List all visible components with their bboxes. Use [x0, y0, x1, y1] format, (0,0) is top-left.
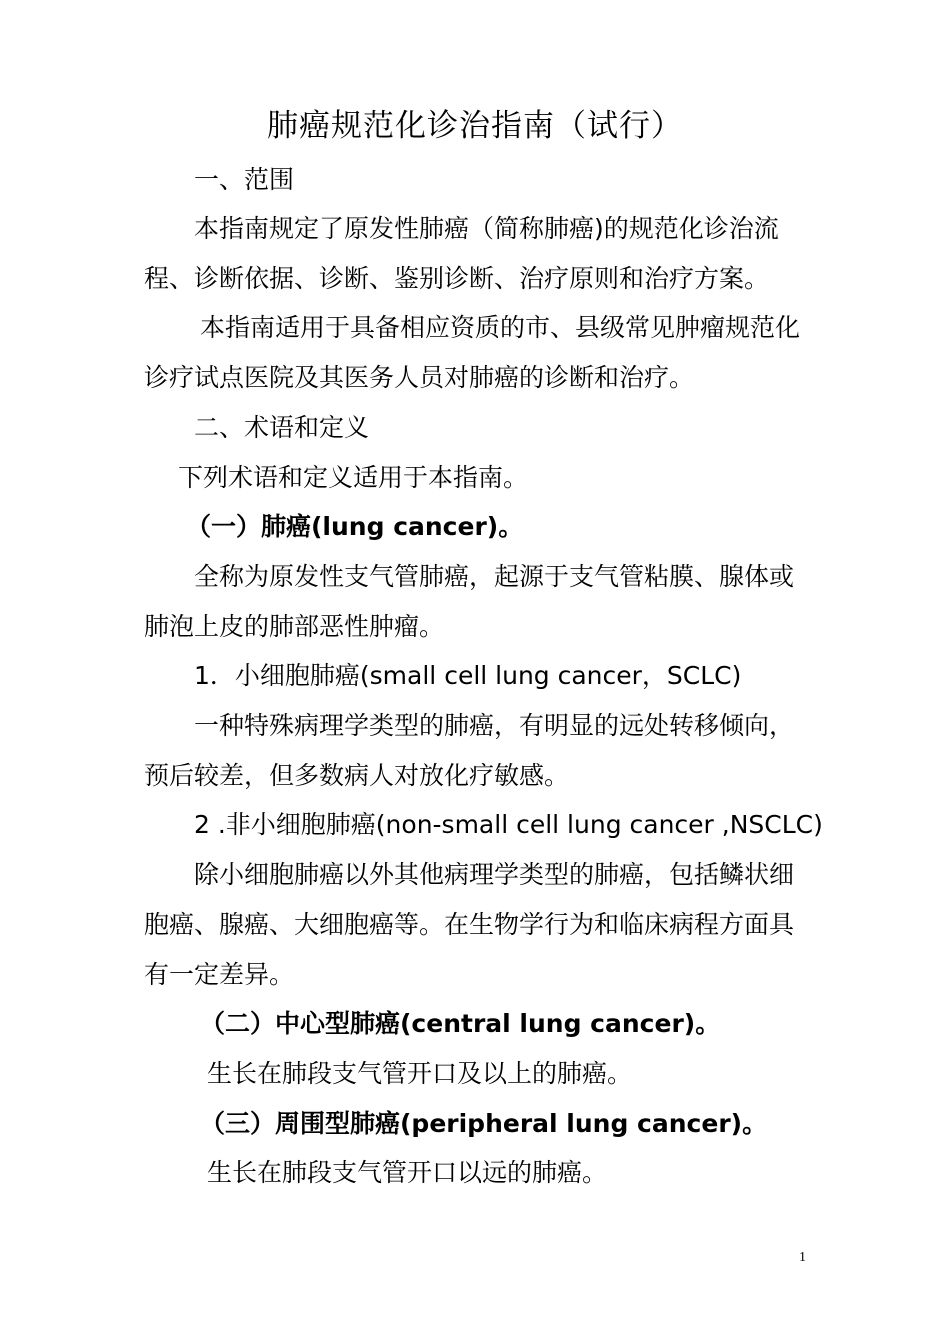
paragraph-line: 肺泡上皮的肺部恶性肿瘤。: [144, 612, 445, 641]
subterm-heading-sclc: 1．小细胞肺癌(small cell lung cancer，SCLC): [194, 661, 742, 690]
paragraph-line: 预后较差，但多数病人对放化疗敏感。: [144, 761, 570, 790]
subterm-heading-nsclc: 2 .非小细胞肺癌(non-small cell lung cancer ,NSCLC): [194, 810, 823, 839]
paragraph-line: 诊疗试点医院及其医务人员对肺癌的诊断和治疗。: [144, 363, 695, 392]
paragraph-line: 生长在肺段支气管开口以远的肺癌。: [207, 1158, 608, 1187]
paragraph-line: 一种特殊病理学类型的肺癌，有明显的远处转移倾向，: [194, 711, 795, 740]
paragraph-line: 下列术语和定义适用于本指南。: [178, 463, 529, 492]
term-heading-peripheral: （三）周围型肺癌(peripheral lung cancer)。: [200, 1109, 768, 1138]
paragraph-line: 程、诊断依据、诊断、鉴别诊断、治疗原则和治疗方案。: [144, 264, 770, 293]
paragraph-line: 除小细胞肺癌以外其他病理学类型的肺癌，包括鳞状细: [194, 860, 795, 889]
term-heading-lung-cancer: （一）肺癌(lung cancer)。: [186, 512, 524, 541]
section-heading-scope: 一、范围: [194, 165, 295, 194]
paragraph-line: 胞癌、腺癌、大细胞癌等。在生物学行为和临床病程方面具: [144, 910, 795, 939]
paragraph-line: 全称为原发性支气管肺癌，起源于支气管粘膜、腺体或: [194, 562, 795, 591]
paragraph-line: 本指南规定了原发性肺癌（简称肺癌)的规范化诊治流: [194, 214, 779, 243]
paragraph-line: 本指南适用于具备相应资质的市、县级常见肿瘤规范化: [200, 313, 801, 342]
paragraph-line: 有一定差异。: [144, 960, 295, 989]
section-heading-terms: 二、术语和定义: [194, 413, 370, 442]
document-title: 肺癌规范化诊治指南（试行）: [267, 108, 683, 144]
page-number: 1: [799, 1250, 806, 1265]
paragraph-line: 生长在肺段支气管开口及以上的肺癌。: [207, 1059, 633, 1088]
term-heading-central: （二）中心型肺癌(central lung cancer)。: [200, 1009, 721, 1038]
